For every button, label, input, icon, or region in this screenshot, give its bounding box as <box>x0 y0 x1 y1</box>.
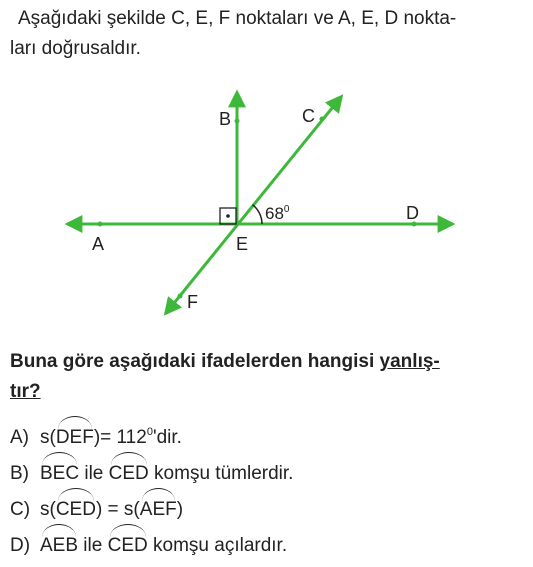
label-a: A <box>92 234 105 254</box>
intro-line-2: ları doğrusaldır. <box>10 38 141 59</box>
question-line-2 <box>10 377 525 407</box>
label-f: F <box>187 292 198 312</box>
option-text: ile <box>79 463 109 484</box>
option-d[interactable] <box>10 531 525 567</box>
angle-label <box>265 204 290 223</box>
option-text: 'dir. <box>152 427 182 448</box>
point-f-dot <box>178 294 183 299</box>
option-b[interactable] <box>10 459 525 495</box>
option-text: ) = s( <box>95 499 140 520</box>
question-underlined-1: yanlış- <box>379 351 440 372</box>
option-text: komşu tümlerdir. <box>148 463 294 484</box>
answer-options <box>10 423 525 567</box>
arc-angle: BEC <box>40 459 79 487</box>
intro-line-1: Aşağıdaki şekilde C, E, F noktaları ve A, E, D nokta- <box>18 8 457 29</box>
question-part-1: Buna göre aşağıdaki ifadelerden hangisi <box>10 351 380 372</box>
arc-angle: CED <box>108 531 148 559</box>
angle-unit: 0 <box>283 204 290 215</box>
question-underlined-2: tır? <box>10 381 41 402</box>
angle-arc <box>253 205 263 224</box>
right-angle-marker <box>220 208 236 224</box>
label-c: C <box>302 106 315 126</box>
label-b: B <box>219 109 232 129</box>
option-text: )= 112 <box>93 427 147 448</box>
question-line-1 <box>10 347 525 377</box>
arc-angle: CED <box>56 495 96 523</box>
option-letter: C) <box>10 499 31 520</box>
option-c[interactable] <box>10 495 525 531</box>
problem-intro <box>10 4 520 64</box>
question-text <box>10 347 525 407</box>
option-text: komşu açılardır. <box>147 535 288 556</box>
degree-sign: 0 <box>146 426 153 438</box>
option-text: ile <box>78 535 108 556</box>
arc-angle: DEF <box>56 423 94 451</box>
arc-angle: AEF <box>140 495 177 523</box>
geometry-figure <box>0 80 533 325</box>
option-letter: D) <box>10 535 31 556</box>
arc-angle: AEB <box>40 531 78 559</box>
angle-value: 68 <box>265 204 284 223</box>
option-text: ) <box>176 499 184 520</box>
option-letter: B) <box>10 463 29 484</box>
option-a[interactable] <box>10 423 525 459</box>
point-a-dot <box>98 222 103 227</box>
option-letter: A) <box>10 427 29 448</box>
option-text: s( <box>40 499 56 520</box>
label-e: E <box>236 234 249 254</box>
arc-angle: CED <box>109 459 149 487</box>
point-b-dot <box>235 119 240 124</box>
option-text: s( <box>40 427 56 448</box>
point-c-dot <box>320 117 325 122</box>
label-d: D <box>406 203 419 223</box>
